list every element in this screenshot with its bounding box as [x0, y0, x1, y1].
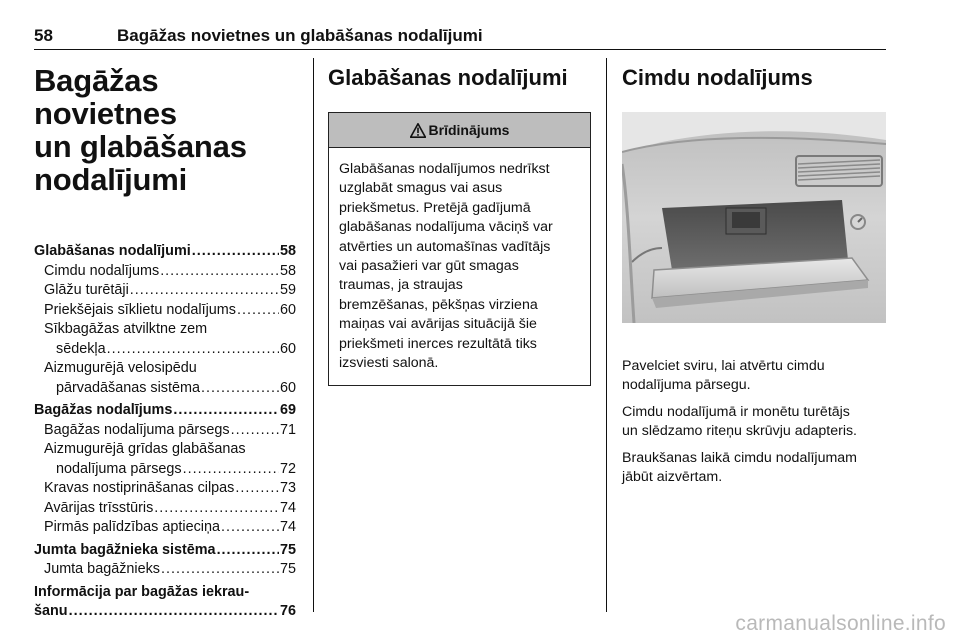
warning-line: priekšmetus. Pretējā gadījumā	[339, 199, 531, 216]
watermark: carmanualsonline.info	[735, 612, 946, 635]
column-divider	[313, 58, 314, 612]
toc-entry[interactable]	[34, 421, 296, 441]
glovebox-photo	[622, 112, 886, 323]
toc-entry[interactable]	[34, 301, 296, 321]
toc-entry[interactable]: Aizmugurējā velosipēdu	[44, 360, 197, 376]
warning-line: priekšmeti inerces rezultātā tiks	[339, 335, 537, 352]
toc-entry-text: sēdekļa	[56, 340, 106, 357]
toc-page-number: 58	[279, 243, 296, 259]
paragraph-line: Cimdu nodalījumā ir monētu turētājs	[622, 404, 850, 420]
chapter-title-line: nodalījumi	[34, 162, 188, 197]
paragraph	[622, 449, 888, 487]
toc-entry[interactable]: Sīkbagāžas atvilktne zem	[44, 321, 208, 337]
toc-page-number: 72	[279, 460, 296, 477]
toc-page-number: 76	[279, 603, 296, 619]
toc-page-number: 71	[279, 421, 296, 438]
warning-body	[329, 148, 590, 385]
warning-line: atvērties un automašīnas vadītājs	[339, 238, 551, 255]
toc-entry[interactable]	[34, 499, 296, 519]
paragraph-line: nodalījuma pārsegu.	[622, 377, 751, 393]
toc-page-number: 59	[279, 282, 296, 298]
paragraph-line: un slēdzamo riteņu skrūvju adapteris.	[622, 423, 858, 439]
paragraph	[622, 357, 888, 395]
chapter-column	[34, 64, 296, 622]
toc-page-number: 58	[279, 262, 296, 279]
page-number: 58	[34, 26, 53, 45]
toc-entry-text: nodalījuma pārsegs	[56, 460, 182, 477]
warning-line: vai pasažieri var gūt smagas	[339, 258, 519, 275]
warning-triangle-icon	[410, 123, 426, 138]
toc-page-number: 60	[279, 301, 296, 318]
paragraph-line: jābūt aizvērtam.	[622, 469, 723, 485]
toc-page-number: 75	[279, 541, 296, 558]
chapter-title-line: Bagāžas novietnes	[34, 63, 177, 131]
toc-entry-text: Cimdu nodalījums	[44, 262, 160, 279]
toc-entry-text: Bagāžas nodalījums	[34, 402, 173, 418]
glovebox-column	[622, 64, 888, 487]
toc-entry-text: Kravas nostiprināšanas cilpas	[44, 480, 235, 496]
toc-entry-text: Bagāžas nodalījuma pārsegs	[44, 421, 230, 438]
paragraph	[622, 403, 888, 441]
toc-entry[interactable]	[34, 602, 296, 622]
glovebox-illustration	[622, 112, 886, 323]
warning-line: uzglabāt smagus vai asus	[339, 180, 503, 197]
warning-box	[328, 112, 591, 386]
section-heading: Glabāšanas nodalījumi	[328, 65, 568, 90]
toc-entry-text: Glabāšanas nodalījumi	[34, 243, 191, 259]
toc-page-number: 73	[279, 480, 296, 496]
toc-entry-text: Glāžu turētāji	[44, 282, 129, 298]
warning-line: maiņas vai avārijas situācijā šie	[339, 316, 537, 333]
toc-entry-text: pārvadāšanas sistēma	[56, 379, 200, 396]
column-divider	[606, 58, 607, 612]
warning-header	[329, 113, 590, 148]
toc-entry-text: Avārijas trīsstūris	[44, 499, 154, 516]
toc-page-number: 75	[279, 561, 296, 577]
page-header	[34, 26, 886, 50]
warning-line: izsviesti salonā.	[339, 355, 439, 372]
warning-line: traumas, ja straujas	[339, 277, 463, 294]
toc-page-number: 60	[279, 379, 296, 396]
toc-entry-text: šanu	[34, 603, 68, 619]
toc-entry-text: Jumta bagāžnieka sistēma	[34, 541, 216, 558]
toc-page-number: 60	[279, 340, 296, 357]
toc-entry[interactable]	[34, 460, 296, 480]
toc-entry[interactable]: Informācija par bagāžas iekrau-	[34, 583, 250, 600]
toc-entry[interactable]	[34, 281, 296, 301]
toc-entry[interactable]	[34, 518, 296, 538]
warning-line: bremzēšanas, pēkšņas virziena	[339, 296, 538, 313]
section-heading: Cimdu nodalījums	[622, 65, 813, 90]
toc-entry[interactable]	[34, 401, 296, 421]
storage-column	[328, 64, 591, 386]
toc-entry-text: Pirmās palīdzības aptieciņa	[44, 519, 220, 535]
header-rule	[34, 49, 886, 50]
toc-entry[interactable]	[34, 541, 296, 561]
warning-line: Glabāšanas nodalījumos nedrīkst	[339, 161, 550, 177]
toc-entry-text: Jumta bagāžnieks	[44, 561, 160, 577]
warning-title: Brīdinājums	[428, 122, 510, 138]
toc-page-number: 74	[279, 519, 296, 535]
table-of-contents	[34, 242, 296, 622]
chapter-title	[34, 64, 296, 196]
toc-entry[interactable]: Aizmugurējā grīdas glabāšanas	[44, 441, 246, 457]
toc-entry[interactable]	[34, 379, 296, 399]
toc-entry[interactable]	[34, 262, 296, 282]
running-title: Bagāžas novietnes un glabāšanas nodalījumi	[117, 26, 483, 45]
toc-page-number: 74	[279, 499, 296, 516]
toc-page-number: 69	[279, 402, 296, 418]
toc-entry[interactable]	[34, 479, 296, 499]
toc-entry[interactable]	[34, 560, 296, 580]
toc-entry-text: Priekšējais sīklietu nodalījums	[44, 301, 236, 318]
paragraph-line: Braukšanas laikā cimdu nodalījumam	[622, 450, 857, 466]
toc-entry[interactable]	[34, 242, 296, 262]
paragraph-line: Pavelciet sviru, lai atvērtu cimdu	[622, 358, 825, 374]
warning-line: glabāšanas nodalījuma vāciņš var	[339, 219, 553, 236]
toc-entry[interactable]	[34, 340, 296, 360]
chapter-title-line: un glabāšanas	[34, 129, 247, 164]
